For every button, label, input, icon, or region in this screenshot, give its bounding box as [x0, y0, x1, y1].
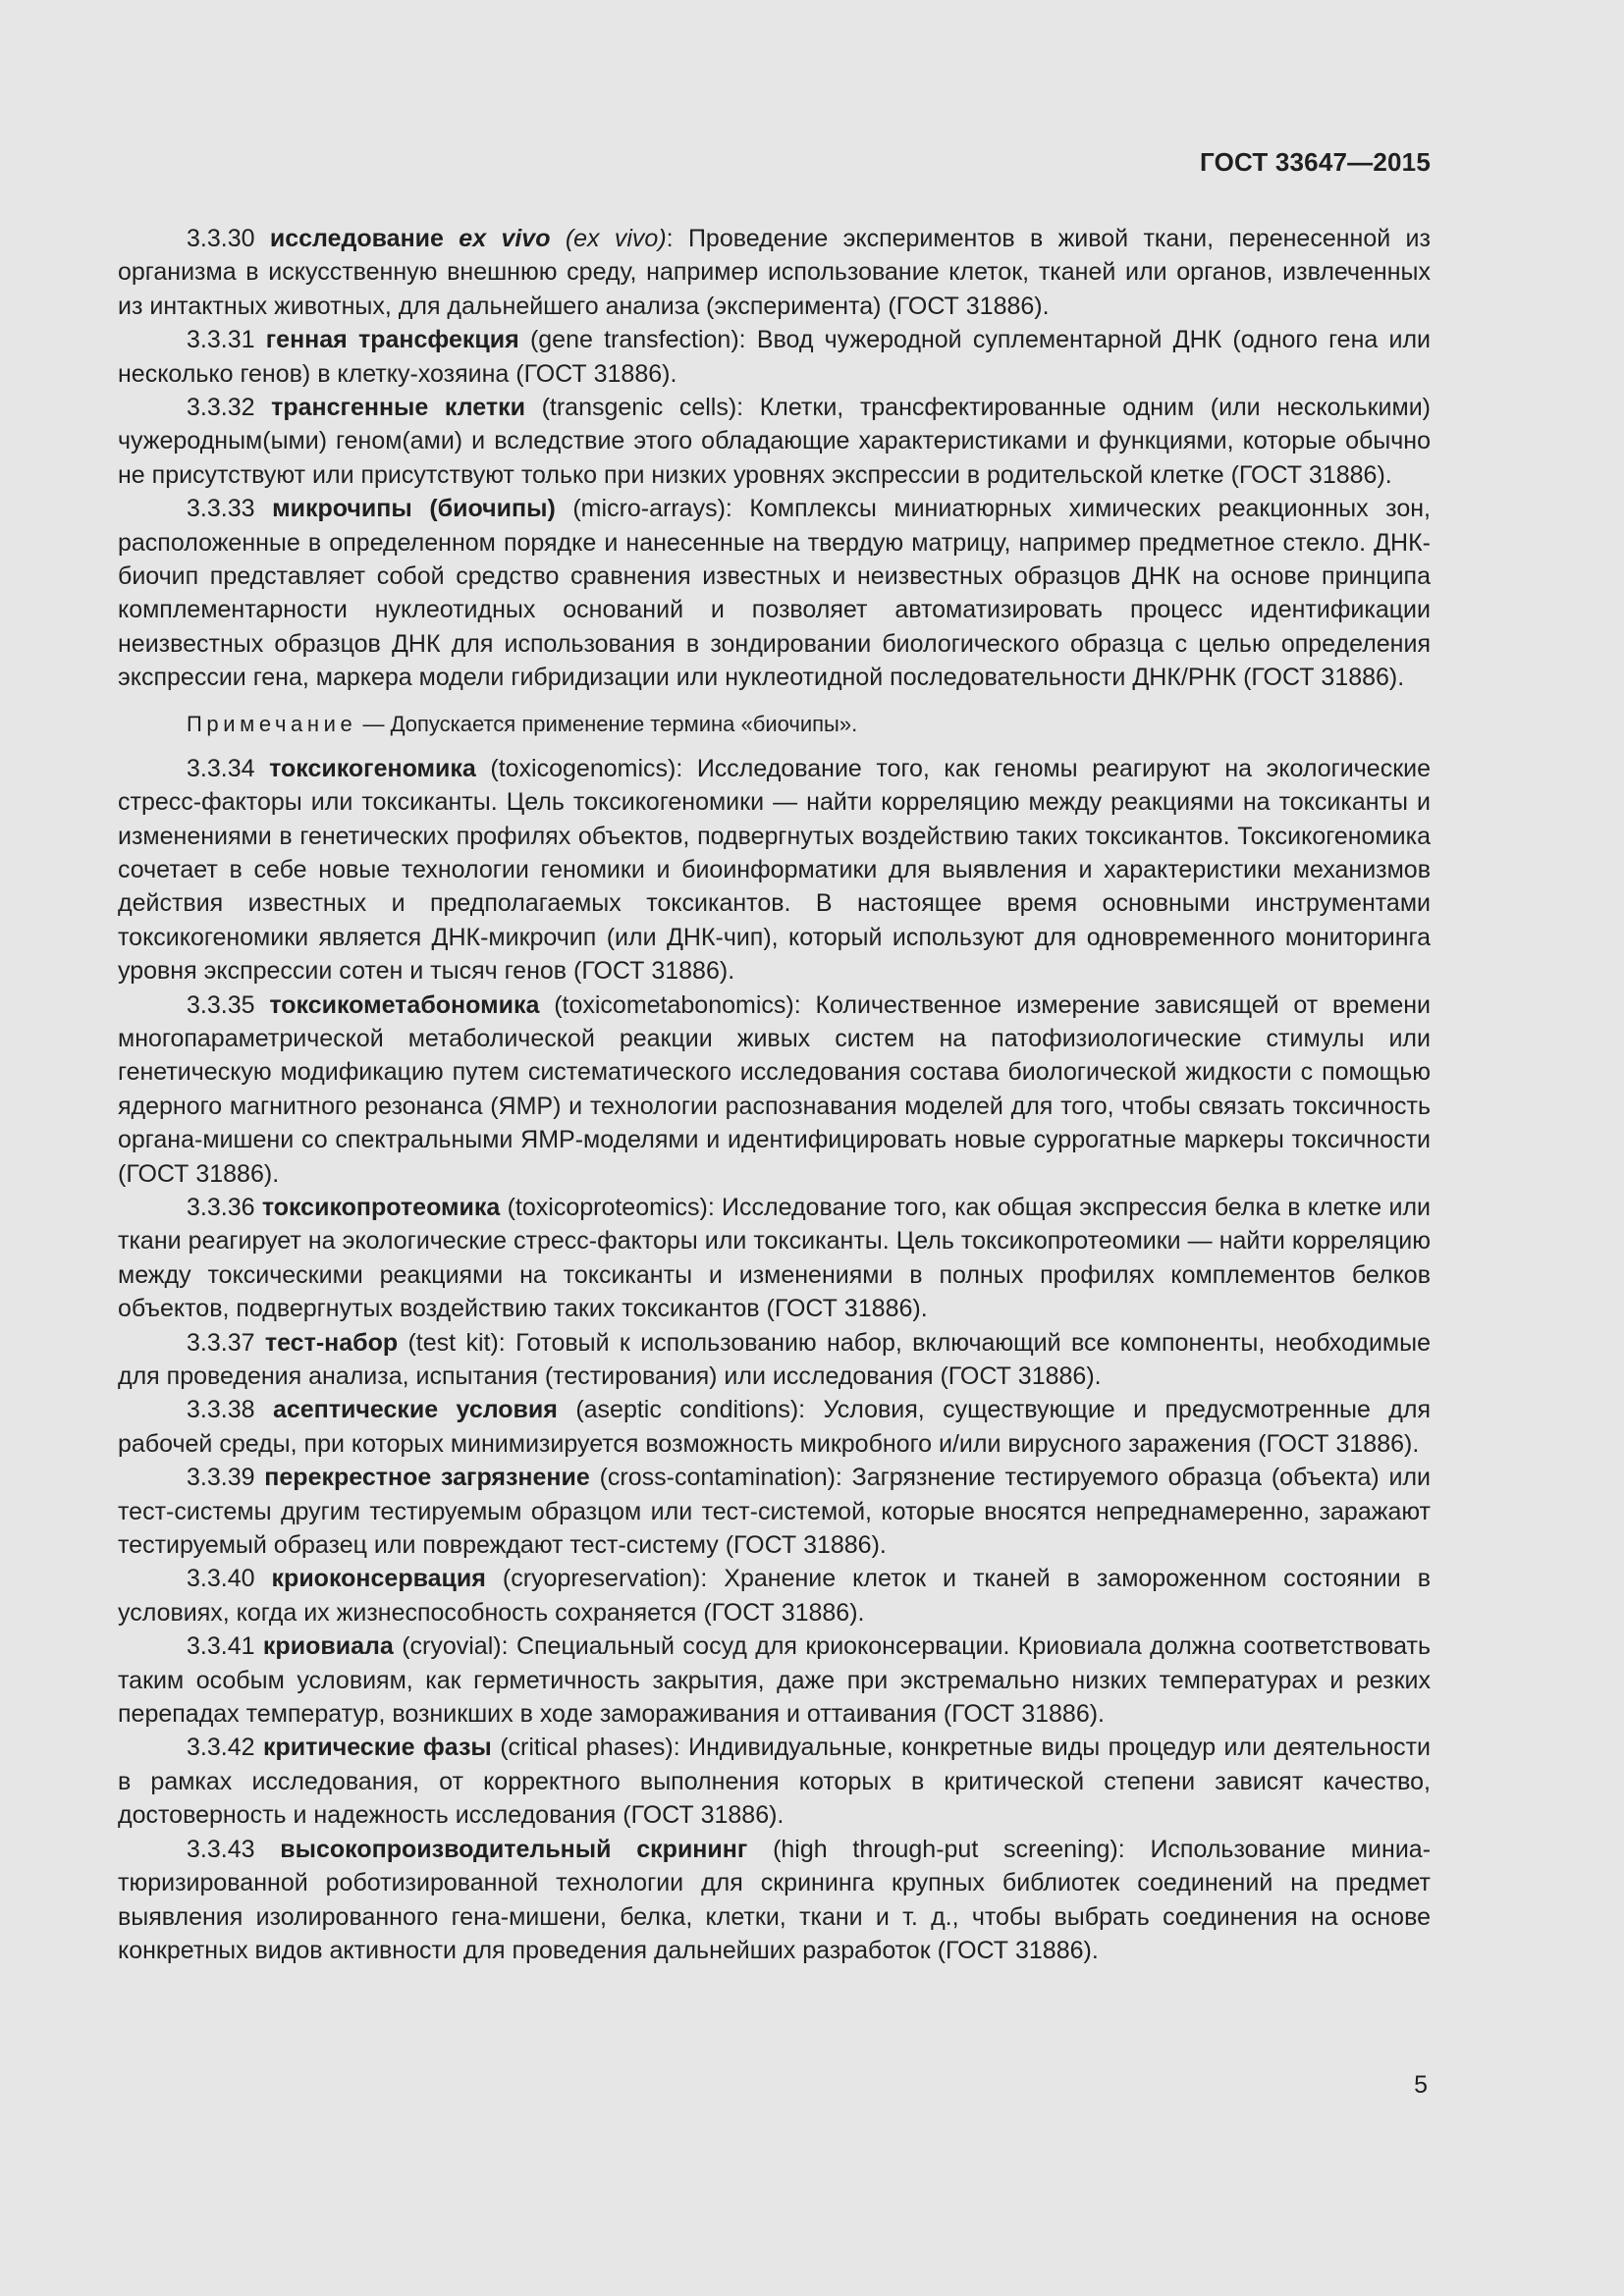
term-entry-3-3-39: [118, 1461, 1431, 1562]
entry-number: 3.3.42: [187, 1734, 255, 1762]
term-title: критические фазы: [262, 1734, 492, 1762]
term-entry-3-3-35: [118, 988, 1431, 1191]
entry-number: 3.3.34: [187, 754, 255, 782]
entry-number: 3.3.40: [187, 1565, 255, 1593]
term-definition: : Исследование того, как геномы реагируют на экологические стресс-факторы или токсиканты. Цель токсикогеномики — найти корреляцию между реакциями на токсиканты и изменениями в генетических профилях объектов, подвергнутых воздействию таких токсикантов. Токсикогеномика сочетает в себе новые технологии геномики и биоинформатики для выявления и характеристики механизмов действия известных и предполагаемых токсикантов. В настоящее время основными инструментами токсикогеномики является ДНК-микрочип (или ДНК-чип), который используют для одновременного мониторинга уровня экспрессии сотен и тысяч генов (ГОСТ 31886).: [118, 754, 1431, 986]
term-definition: : Количественное измерение зависящей от времени многопараметрической метаболической реакции живых систем на патофизиологические стимулы или генетическую модификацию путем систематического исследования состава биологической жидкости с помощью ядерного магнитного резонанса (ЯМР) и технологии распознавания моделей для того, чтобы связать токсичность органа-мишени со спектральными ЯМР-моделями и идентифицировать новые суррогатные маркеры токсичности (ГОСТ 31886).: [118, 990, 1431, 1188]
term-definition: : Специальный сосуд для криоконсервации. Криовиала должна соответствовать таким особым условиям, как герметичность закрытия, даже при экстремально низких температурах и резких перепадах температур, возникших в ходе замораживания и оттаивания (ГОСТ 31886).: [118, 1632, 1431, 1729]
term-title: токсикометабономика: [269, 990, 540, 1019]
entry-number: 3.3.36: [187, 1193, 255, 1221]
term-title: токсикогеномика: [269, 754, 476, 782]
english-term: (transgenic cells): [541, 394, 737, 422]
term-entry-3-3-42: [118, 1731, 1431, 1832]
term-definition: : Условия, существующие и предусмотренные для рабочей среды, при которых минимизируется возможность микробного и/или вирусного заражения (ГОСТ 31886).: [118, 1396, 1432, 1458]
english-term: (cryovial): [402, 1632, 502, 1661]
term-definition: : Исследование того, как общая экспрессия белка в клетке или ткани реагирует на экологические стресс-факторы или токсиканты. Цель токсикопротеомики — найти корреляцию между токсическими реакциями на токсиканты и изменениями в полных профилях комплементов белков объектов, подвергнутых воздействию таких токсикантов (ГОСТ 31886).: [118, 1193, 1432, 1323]
entry-number: 3.3.33: [187, 495, 255, 523]
page-header-standard-code: ГОСТ 33647—2015: [1200, 147, 1431, 177]
english-term: (aseptic conditions): [575, 1396, 799, 1424]
term-definition: : Индивидуальные, конкретные виды процедур или деятельности в рамках исследования, от корректного выполнения которых в критической степени зависят качество, достоверность и надежность исследования (ГОСТ 31886).: [118, 1734, 1431, 1830]
note: [118, 708, 1431, 741]
term-entry-3-3-30: [118, 222, 1431, 323]
term-definition: : Готовый к использованию набор, включающий все компоненты, необходимые для проведения анализа, испытания (тестирования) или исследования (ГОСТ 31886).: [118, 1328, 1431, 1390]
term-title: тест-набор: [264, 1328, 399, 1357]
term-entry-3-3-36: [118, 1191, 1431, 1326]
entry-number: 3.3.30: [187, 225, 255, 252]
note-label: Примечание: [187, 711, 357, 736]
english-term: (toxicogenomics): [490, 754, 677, 782]
term-entry-3-3-43: [118, 1833, 1431, 1968]
term-entry-3-3-34: [118, 752, 1431, 988]
term-entry-3-3-37: [118, 1326, 1431, 1394]
english-term: (gene transfection): [529, 326, 739, 354]
term-title-italic: ex vivo: [459, 225, 551, 252]
english-term: (cross-contamination): [599, 1464, 836, 1492]
english-term: (cryopreservation): [502, 1565, 701, 1593]
term-title: асептические условия: [272, 1396, 558, 1424]
term-title: токсикопротеомика: [261, 1193, 501, 1221]
english-term: (test kit): [407, 1328, 499, 1357]
entry-number: 3.3.37: [187, 1328, 255, 1357]
entry-number: 3.3.35: [187, 990, 255, 1019]
term-title: микрочипы (биочипы): [272, 495, 556, 523]
term-definition: : Использование миниатюризированной роботизированной технологии для скрининга крупных библиотек соединений на предмет выявления изолированного гена-мишени, белка, клетки, ткани и т. д., чтобы выбрать соединения на основе конкретных видов активности для проведения дальнейших разработок (ГОСТ 31886).: [118, 1835, 1432, 1964]
english-term: (micro-arrays): [572, 495, 726, 523]
term-entry-3-3-32: [118, 391, 1431, 492]
entry-number: 3.3.43: [187, 1835, 255, 1863]
page-number: 5: [1414, 2071, 1428, 2099]
term-definition: : Проведение экспериментов в живой ткани, перенесенной из организма в искусственную внешнюю среду, например использование клеток, тканей или органов, извлеченных из интактных животных, для дальнейшего анализа (эксперимента) (ГОСТ 31886).: [118, 225, 1431, 320]
term-entry-3-3-33: [118, 492, 1431, 694]
term-entry-3-3-40: [118, 1562, 1431, 1629]
term-title: исследование ex vivo: [269, 225, 551, 252]
entry-number: 3.3.41: [187, 1632, 255, 1661]
document-body: [118, 222, 1431, 1967]
term-entry-3-3-38: [118, 1393, 1431, 1461]
term-entry-3-3-41: [118, 1629, 1431, 1731]
term-title: высокопроизводительный скрининг: [280, 1835, 748, 1863]
english-term: (toxicoproteomics): [507, 1193, 708, 1221]
term-definition: : Комплексы миниатюрных химических реакционных зон, расположенные в определенном порядке и нанесенные на твердую матрицу, например предметное стекло. ДНК-биочип представляет собой средство сравнения известных и неизвестных образцов ДНК на основе принципа комплементарности нуклеотидных оснований и позволяет автоматизировать процесс идентификации неизвестных образцов ДНК для использования в зондировании биологического образца с целью определения экспрессии гена, маркера модели гибридизации или нуклеотидной последовательности ДНК/РНК (ГОСТ 31886).: [118, 495, 1432, 692]
entry-number: 3.3.38: [187, 1396, 255, 1424]
note-text: — Допускается применение термина «биочипы».: [356, 711, 858, 736]
english-term: (toxicometabonomics): [554, 990, 794, 1019]
term-title: криовиала: [262, 1632, 394, 1661]
english-term: (high through-put screening): [773, 1835, 1118, 1863]
term-definition: : Загрязнение тестируемого образца (объекта) или тест-системы другим тестируемым образцом или тест-системой, которые вносятся непреднамеренно, заражают тестируемый образец или повреждают тест-систему (ГОСТ 31886).: [118, 1464, 1431, 1560]
term-entry-3-3-31: [118, 323, 1431, 391]
term-definition: : Клетки, трансфектированные одним (или несколькими) чужеродным(ыми) геном(ами) и вследствие этого обладающие характеристиками и функциями, которые обычно не присутствуют или присутствуют только при низких уровнях экспрессии в родительской клетке (ГОСТ 31886).: [118, 394, 1431, 489]
english-term: (critical phases): [500, 1734, 674, 1762]
term-title: трансгенные клетки: [271, 394, 525, 422]
term-title: криоконсервация: [271, 1565, 486, 1593]
entry-number: 3.3.32: [187, 394, 255, 422]
term-definition: : Ввод чужеродной суплементарной ДНК (одного гена или несколько генов) в клетку-хозяина (ГОСТ 31886).: [118, 326, 1432, 388]
term-title: генная трансфекция: [265, 326, 519, 354]
english-term: (ex vivo): [565, 225, 667, 252]
term-title: перекрестное загрязнение: [264, 1464, 590, 1492]
term-definition: : Хранение клеток и тканей в замороженном состоянии в условиях, когда их жизнеспособность сохраняется (ГОСТ 31886).: [118, 1565, 1431, 1627]
entry-number: 3.3.31: [187, 326, 255, 354]
entry-number: 3.3.39: [187, 1464, 255, 1492]
